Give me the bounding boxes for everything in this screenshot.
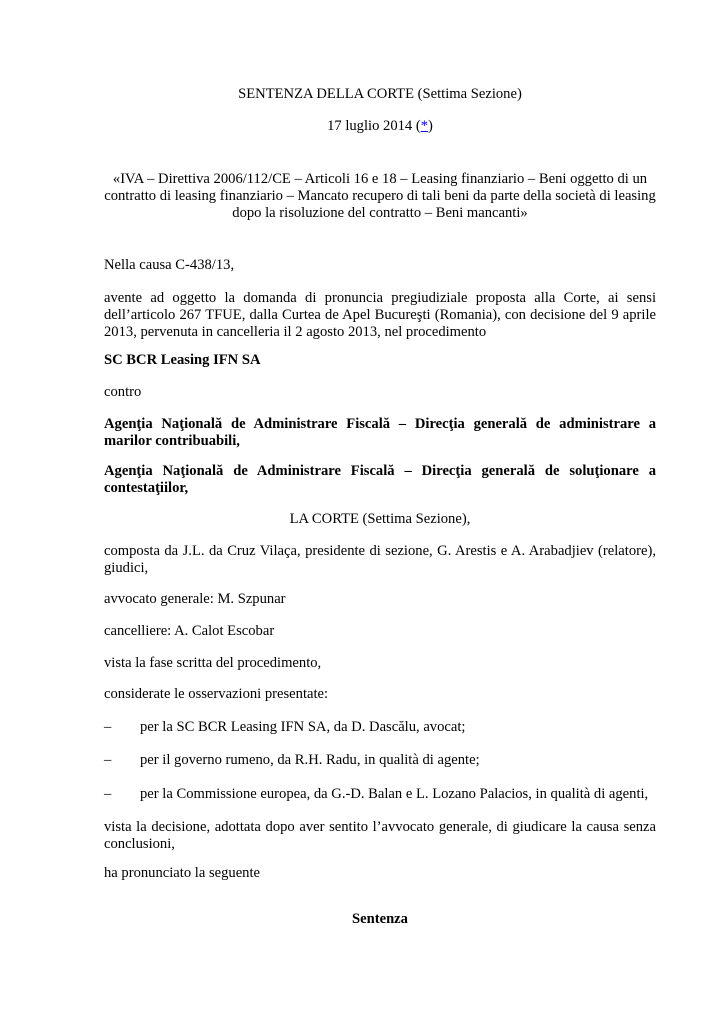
written-phase: vista la fase scritta del procedimento, [104, 655, 322, 671]
registrar: cancelliere: A. Calot Escobar [104, 623, 275, 639]
observation-item [104, 719, 656, 736]
pronounced-text: ha pronunciato la seguente [104, 865, 261, 881]
observation-text: per il governo rumeno, da R.H. Radu, in qualità di agente; [140, 752, 480, 768]
contro-label: contro [104, 384, 142, 400]
advocate-general: avvocato generale: M. Szpunar [104, 591, 286, 607]
observation-text: per la Commissione europea, da G.‑D. Balan e L. Lozano Palacios, in qualità di agenti, [140, 786, 649, 802]
date-text: 17 luglio 2014 ( [327, 118, 421, 134]
court-composition: composta da J.L. da Cruz Vilaça, presidente di sezione, G. Arestis e A. Arabadjiev (relatore), giudici, [104, 543, 656, 576]
judgment-title: SENTENZA DELLA CORTE (Settima Sezione) [238, 86, 522, 102]
party-claimant: SC BCR Leasing IFN SA [104, 352, 261, 368]
dash-marker: – [104, 786, 112, 802]
case-object: avente ad oggetto la domanda di pronuncia pregiudiziale proposta alla Corte, ai sensi dell’articolo 267 TFUE, dalla Curtea de Apel Bucureşti (Romania), con decisione del 9 aprile 2013, pervenuta in cancelleria il 2 agosto 2013, nel procedimento [104, 290, 656, 340]
observation-item [104, 786, 656, 803]
subject-keywords: «IVA – Direttiva 2006/112/CE – Articoli 16 e 18 – Leasing finanziario – Beni oggetto di un contratto di leasing finanziario – Mancato recupero di tali beni da parte della società di leasing dopo la risoluzione del contratto – Beni mancanti» [104, 171, 656, 221]
court-heading: LA CORTE (Settima Sezione), [289, 511, 471, 527]
footnote-link[interactable]: * [420, 118, 429, 134]
judgment-heading: Sentenza [352, 911, 408, 927]
observation-text: per la SC BCR Leasing IFN SA, da D. Dascălu, avocat; [140, 719, 466, 735]
dash-marker: – [104, 719, 112, 735]
party-defendant-2: Agenţia Naţională de Administrare Fiscală – Direcţia generală de soluţionare a contestaţiilor, [104, 463, 656, 496]
observation-item [104, 752, 656, 769]
dash-marker: – [104, 752, 112, 768]
party-defendant-1: Agenţia Naţională de Administrare Fiscală – Direcţia generală de administrare a marilor contribuabili, [104, 416, 656, 449]
judgment-date [104, 118, 656, 135]
observations-intro: considerate le osservazioni presentate: [104, 686, 329, 702]
document-page [104, 0, 656, 1024]
case-intro: Nella causa C‑438/13, [104, 257, 235, 273]
decision-text: vista la decisione, adottata dopo aver sentito l’avvocato generale, di giudicare la causa senza conclusioni, [104, 819, 656, 852]
date-suffix: ) [428, 118, 433, 134]
